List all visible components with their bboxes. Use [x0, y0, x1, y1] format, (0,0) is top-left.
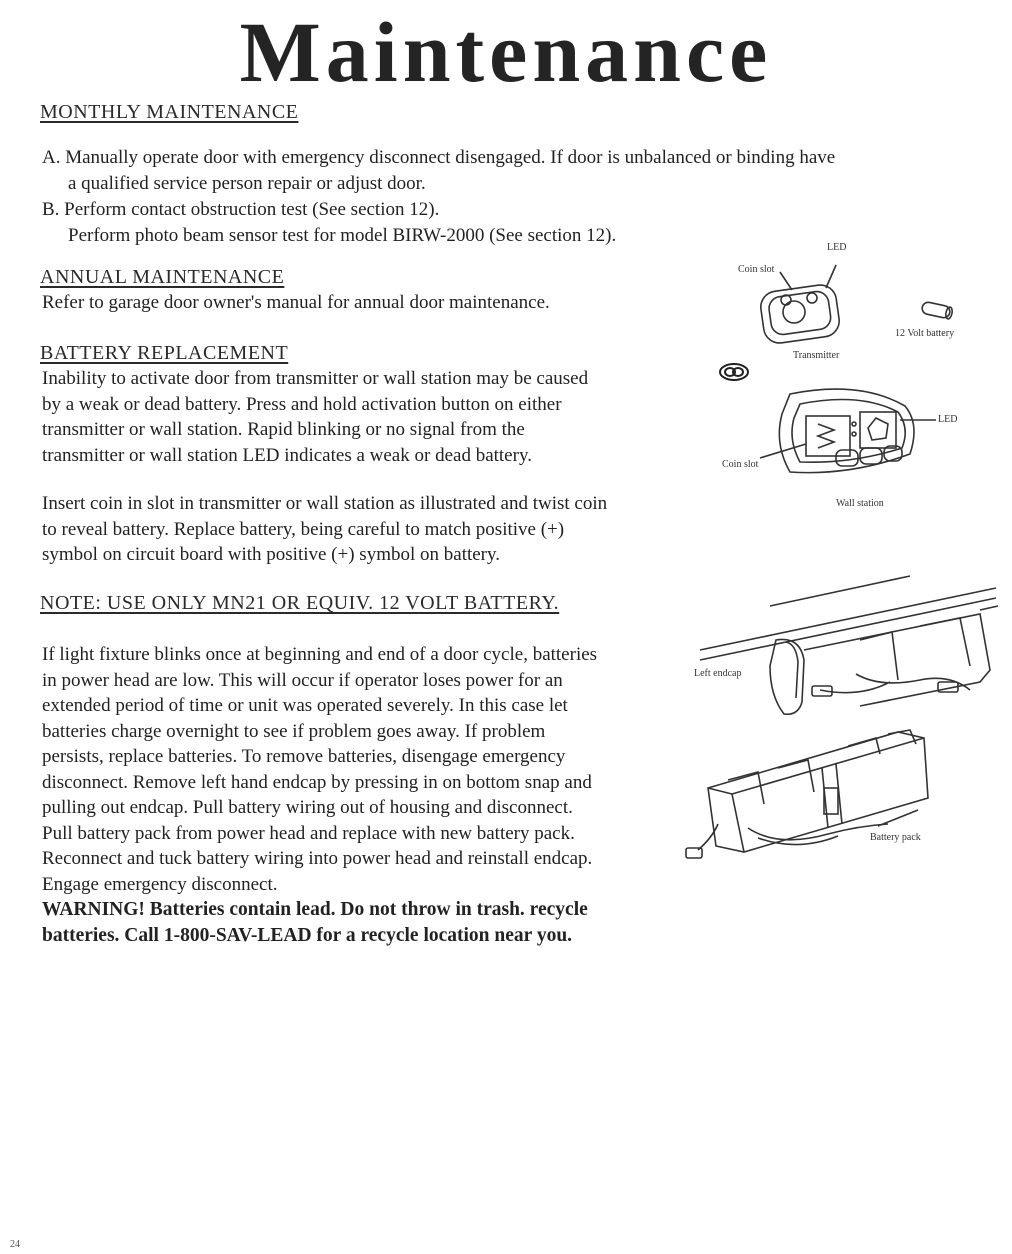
- annual-heading: ANNUAL MAINTENANCE: [40, 266, 285, 288]
- warning-line: WARNING! Batteries contain lead. Do not throw in trash. recycle: [42, 899, 588, 920]
- text-line: transmitter or wall station. Rapid blinking or no signal from the: [42, 419, 525, 440]
- text-line: transmitter or wall station LED indicates a weak or dead battery.: [42, 444, 532, 466]
- transmitter-illustration: [750, 270, 880, 350]
- text-line: pulling out endcap. Pull battery wiring out of housing and disconnect.: [42, 797, 573, 818]
- note-paragraph: [42, 642, 597, 949]
- monthly-item-a-line1: A. Manually operate door with emergency disconnect disengaged. If door is unbalanced or binding have: [42, 147, 836, 168]
- text-line: to reveal battery. Replace battery, being careful to match positive (+): [42, 518, 565, 540]
- led-label-top: LED: [827, 242, 847, 253]
- text-line: Engage emergency disconnect.: [42, 873, 278, 895]
- text-line: Pull battery pack from power head and replace with new battery pack.: [42, 822, 575, 844]
- note-heading: NOTE: USE ONLY MN21 OR EQUIV. 12 VOLT BATTERY.: [40, 592, 560, 614]
- wall-station-illustration: [760, 384, 940, 484]
- monthly-heading: MONTHLY MAINTENANCE: [40, 101, 299, 123]
- text-line: Inability to activate door from transmitter or wall station may be caused: [42, 368, 589, 389]
- battery-label: 12 Volt battery: [895, 328, 955, 339]
- page-number: 24: [10, 1239, 20, 1250]
- warning-line: batteries. Call 1-800-SAV-LEAD for a recycle location near you.: [42, 925, 573, 946]
- text-line: If light fixture blinks once at beginning and end of a door cycle, batteries: [42, 644, 598, 665]
- monthly-item-b-line1: B. Perform contact obstruction test (See section 12).: [42, 199, 440, 220]
- text-line: batteries charge overnight to see if problem goes away. If problem: [42, 720, 546, 742]
- page-title: Maintenance: [239, 4, 773, 100]
- battery-pack-illustration: [688, 728, 948, 878]
- annual-text: Refer to garage door owner's manual for annual door maintenance.: [42, 292, 550, 313]
- text-line: Reconnect and tuck battery wiring into power head and reinstall endcap.: [42, 848, 593, 869]
- text-line: Insert coin in slot in transmitter or wall station as illustrated and twist coin: [42, 493, 608, 514]
- text-line: persists, replace batteries. To remove batteries, disengage emergency: [42, 746, 566, 767]
- coin-slot-label-bottom: Coin slot: [722, 459, 759, 470]
- power-head-illustration: [680, 570, 1000, 730]
- left-endcap-label: Left endcap: [694, 668, 742, 679]
- coin-slot-label-top: Coin slot: [738, 264, 775, 275]
- battery-heading: BATTERY REPLACEMENT: [40, 342, 289, 364]
- transmitter-label: Transmitter: [793, 350, 840, 361]
- battery-paragraph-1: [42, 366, 588, 468]
- text-line: disconnect. Remove left hand endcap by pressing in on bottom snap and: [42, 771, 592, 793]
- battery-icon: [920, 300, 960, 324]
- monthly-item-a-line2: a qualified service person repair or adjust door.: [68, 173, 426, 194]
- text-line: symbol on circuit board with positive (+) symbol on battery.: [42, 544, 501, 565]
- battery-pack-label: Battery pack: [870, 832, 921, 843]
- text-line: in power head are low. This will occur if operator loses power for an: [42, 669, 563, 691]
- battery-paragraph-2: [42, 491, 607, 568]
- text-line: extended period of time or unit was operated severely. In this case let: [42, 695, 568, 716]
- led-label-right: LED: [938, 414, 958, 425]
- text-line: by a weak or dead battery. Press and hold activation button on either: [42, 393, 562, 415]
- monthly-item-b-line2: Perform photo beam sensor test for model BIRW-2000 (See section 12).: [68, 225, 617, 246]
- coin-icon: [716, 360, 756, 386]
- wall-station-label: Wall station: [836, 498, 884, 509]
